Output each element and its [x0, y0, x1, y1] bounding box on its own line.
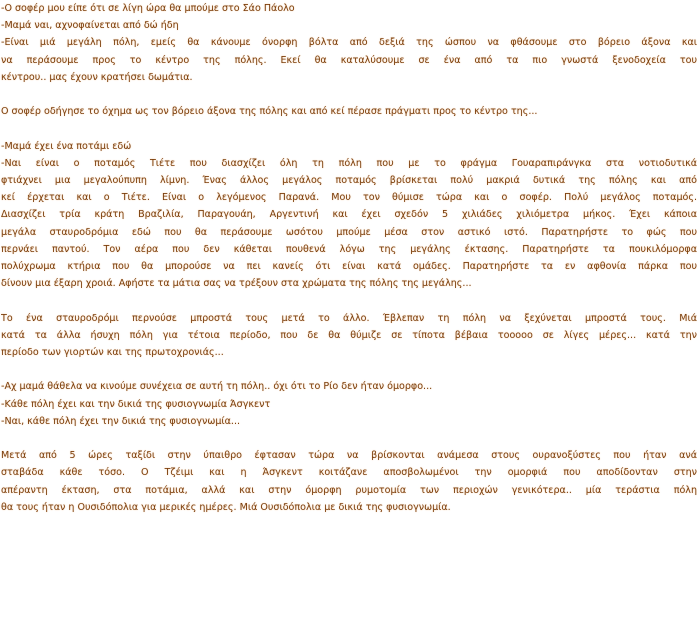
narration-line: Το ένα σταυροδρόμι περνούσε μπροστά τους μετά το άλλο. Έβλεπαν τη πόλη να ξεχύνεται μπροστά τους. Μιά — [1, 312, 697, 324]
paragraph-gap — [1, 430, 697, 447]
dialogue-block — [1, 0, 697, 34]
paragraph-gap — [1, 292, 697, 309]
dialogue-line: μεγάλα σταυροδρόμια εδώ που θα περάσουμε ωσότου μπούμε μέσα στον αστικό ιστό. Παρατηρήστε το φώς που — [1, 226, 697, 238]
narration-block — [1, 103, 697, 120]
dialogue-line: κεί έρχεται και ο Τιέτε. Είναι ο λεγόμενος Παρανά. Μου τον θύμισε τώρα και ο σοφέρ. Πολύ μεγάλος ποταμός. — [1, 192, 697, 204]
dialogue-block — [1, 34, 697, 86]
dialogue-line: δίνουν μια έξαρη χροιά. Αφήστε τα μάτια σας να τρέξουν στα χρώματα της πόλης της μεγάλης... — [1, 278, 472, 290]
dialogue-line: -Αχ μαμά θάθελα να κινούμε συνέχεια σε αυτή τη πόλη.. όχι ότι το Ρίο δεν ήταν όμορφο... — [1, 381, 433, 393]
dialogue-line: -Ο σοφέρ μου είπε ότι σε λίγη ώρα θα μπούμε στο Σάο Πάολο — [1, 3, 295, 14]
dialogue-line: Διασχίζει τρία κράτη Βραζιλία, Παραγουάη, Αργεντινή και έχει σχεδόν 5 χιλιάδες χιλιόμετρα μήκος. Έχει κάποια — [1, 209, 697, 221]
dialogue-line: -Ναι, κάθε πόλη έχει την δικιά της φυσιογνωμία... — [1, 415, 241, 427]
narration-line: σταβάδα κάθε τόσο. Ο Τζέιμι και η Άσγκεντ κοιτάζανε αποσβολωμένοι την ομορφιά που αποδίδονταν στην — [1, 467, 697, 479]
narration-line: Μετά από 5 ώρες ταξίδι στην ύπαιθρο έφτασαν τώρα να βρίσκονται ανάμεσα στους ουρανοξύστες που ήταν ανά — [1, 450, 697, 462]
paragraph-gap — [1, 120, 697, 137]
dialogue-line: -Μαμά ναι, αχνοφαίνεται από δώ ήδη — [1, 20, 179, 32]
dialogue-line: -Μαμά έχει ένα ποτάμι εδώ — [1, 140, 132, 152]
dialogue-line: -Ναι είναι ο ποταμός Τιέτε που διασχίζει όλη τη πόλη που με το φράγμα Γουαραπιράνγκα στα νοτιοδυτικά — [1, 157, 697, 169]
narration-block — [1, 447, 697, 516]
narration-line: Ο σοφέρ οδήγησε το όχημα ως τον βόρειο άξονα της πόλης και από κεί πέρασε πράγματι προς το κέντρο της... — [1, 106, 538, 118]
dialogue-line: κέντρου.. μας έχουν κρατήσει δωμάτια. — [1, 71, 193, 83]
narration-line: θα τους ήταν η Ουσιδόπολια για μερικές ημέρες. Μιά Ουσιδόπολια με δικιά της φυσιογνωμία. — [1, 501, 451, 513]
dialogue-block — [1, 378, 697, 430]
dialogue-line: πολύχρωμα κτήρια που θα μπορούσε να πει κανείς ότι είναι κατά ομάδες. Παρατηρήστε τα εν αφθονία πάρκα που — [1, 261, 697, 273]
narration-line: περίοδο των γιορτών και της πρωτοχρονιάς... — [1, 347, 224, 359]
dialogue-line: περνάει παντού. Τον αέρα που δεν κάθεται πουθενά λόγω της μεγάλης έκτασης. Παρατηρήστε τα πουκιλόμορφα — [1, 243, 697, 255]
dialogue-line: φτιάχνει μια μεγαλούπυπη λίμνη. Ένας άλλος μεγάλος ποταμός βρίσκεται πολύ μακριά δυτικά της πόλης και από — [1, 175, 697, 186]
narration-block — [1, 310, 697, 362]
narration-line: κατά τα άλλα ήσυχη πόλη για τέτοια περίοδο, που δε θα θύμιζε σε τίποτα βέβαια τοοοοο σε λίγες μέρες... κατά την — [1, 329, 697, 341]
narration-line: απέραντη έκταση, στα ποτάμια, αλλά και στην όμορφη ρυμοτομία των περιοχών γενικότερα.. μία τεράστια πόλη — [1, 484, 697, 496]
dialogue-line: -Κάθε πόλη έχει και την δικιά της φυσιογνωμία Άσγκεντ — [1, 398, 271, 410]
dialogue-line: -Είναι μιά μεγάλη πόλη, εμείς θα κάνουμε όνορφη βόλτα από δεξιά της ώσπου να φθάσουμε στο βόρειο άξονα και — [1, 37, 697, 49]
dialogue-block — [1, 138, 697, 293]
dialogue-line: να περάσουμε προς το κέντρο της πόλης. Εκεί θα καταλύσουμε σε ένα από τα πιο γνωστά ξενοδοχεία του — [1, 54, 697, 66]
paragraph-gap — [1, 86, 697, 103]
paragraph-gap — [1, 361, 697, 378]
